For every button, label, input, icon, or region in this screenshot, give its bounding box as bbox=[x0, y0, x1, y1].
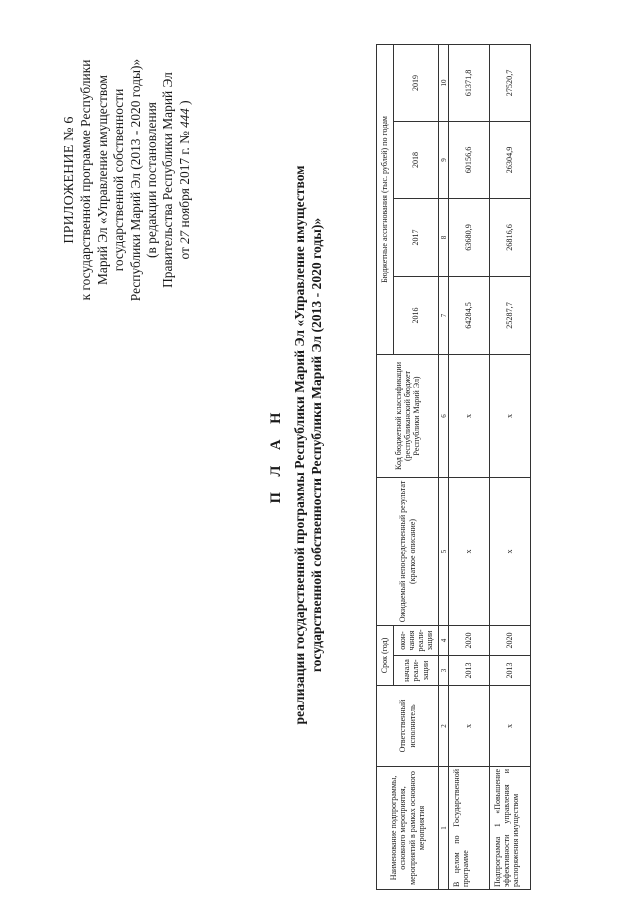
row-value-2016: 64284,5 bbox=[449, 276, 490, 354]
column-number: 4 bbox=[439, 625, 449, 655]
row-value-2018: 26304,9 bbox=[490, 121, 531, 198]
table-row bbox=[449, 44, 490, 889]
plan-subtitle-line: государственной собственности Республики Марий Эл (2013 - 2020 годы)» bbox=[309, 217, 324, 673]
row-code: x bbox=[490, 354, 531, 477]
appendix-date-line bbox=[177, 30, 193, 330]
row-value-2019: 61371,8 bbox=[449, 44, 490, 121]
header-name: Наименование подпрограммы, основного мероприятия, мероприятий в рамках основного мероприятия bbox=[377, 767, 439, 890]
plan-subtitle bbox=[291, 75, 325, 815]
row-value-2019: 27520,7 bbox=[490, 44, 531, 121]
column-number: 5 bbox=[439, 477, 449, 625]
row-start-year: 2013 bbox=[490, 656, 531, 686]
header-year-2016: 2016 bbox=[394, 276, 439, 354]
header-year-2017: 2017 bbox=[394, 198, 439, 276]
document-number: 444 bbox=[176, 108, 192, 128]
appendix-line: Правительства Республики Марий Эл bbox=[160, 72, 176, 288]
appendix-line: государственной собственности bbox=[111, 88, 127, 272]
column-number: 7 bbox=[439, 276, 449, 354]
row-code: x bbox=[449, 354, 490, 477]
row-result: x bbox=[449, 477, 490, 625]
column-number: 6 bbox=[439, 354, 449, 477]
row-name: Подпрограмма 1 «Повышение эффективности управления и распоряжения имуществом bbox=[490, 767, 531, 890]
table-row bbox=[490, 44, 531, 889]
header-code: Код бюджетной классификации (республиканский бюджет Республики Марий Эл) bbox=[377, 354, 439, 477]
row-result: x bbox=[490, 477, 531, 625]
plan-subtitle-line: реализации государственной программы Республики Марий Эл «Управление имуществом bbox=[292, 165, 307, 725]
column-number: 3 bbox=[439, 656, 449, 686]
header-term: Срок (год) bbox=[377, 625, 394, 685]
row-value-2017: 63680,9 bbox=[449, 198, 490, 276]
column-number: 10 bbox=[439, 44, 449, 121]
appendix-heading: ПРИЛОЖЕНИЕ № 6 bbox=[62, 116, 77, 244]
header-term-start: начала реали-зации bbox=[394, 656, 439, 686]
appendix-line: к государственной программе Республики bbox=[78, 59, 94, 301]
column-number-row bbox=[439, 44, 449, 889]
date-day: 27 bbox=[176, 230, 192, 244]
row-end-year: 2020 bbox=[449, 625, 490, 655]
row-end-year: 2020 bbox=[490, 625, 531, 655]
row-executor: x bbox=[449, 686, 490, 767]
appendix-line: (в редакции постановления bbox=[144, 102, 160, 258]
column-number: 2 bbox=[439, 686, 449, 767]
header-executor: Ответственный исполнитель bbox=[377, 686, 439, 767]
header-year-2018: 2018 bbox=[394, 121, 439, 198]
date-prefix: от bbox=[176, 243, 192, 260]
appendix-line: Республики Марий Эл (2013 - 2020 годы)» bbox=[127, 58, 143, 302]
plan-title: П Л А Н bbox=[268, 406, 284, 504]
row-start-year: 2013 bbox=[449, 656, 490, 686]
row-value-2016: 25287,7 bbox=[490, 276, 531, 354]
column-number: 8 bbox=[439, 198, 449, 276]
row-executor: x bbox=[490, 686, 531, 767]
header-budget: Бюджетные ассигнования (тыс. рублей) по годам bbox=[377, 44, 394, 354]
column-number: 1 bbox=[439, 767, 449, 890]
date-rest: ноября 2017 г. № bbox=[176, 127, 192, 231]
column-number: 9 bbox=[439, 121, 449, 198]
row-value-2017: 26816,6 bbox=[490, 198, 531, 276]
date-close: ) bbox=[176, 100, 192, 109]
row-value-2018: 60156,6 bbox=[449, 121, 490, 198]
header-term-end: окон-чания реали-зации bbox=[394, 625, 439, 655]
header-result: Ожидаемый непосредственный результат (краткое описание) bbox=[377, 477, 439, 625]
row-name: В целом по Государственной программе bbox=[449, 767, 490, 890]
appendix-line: Марий Эл «Управление имуществом bbox=[94, 75, 110, 285]
appendix-block bbox=[62, 30, 193, 330]
header-year-2019: 2019 bbox=[394, 44, 439, 121]
plan-table bbox=[376, 44, 531, 890]
